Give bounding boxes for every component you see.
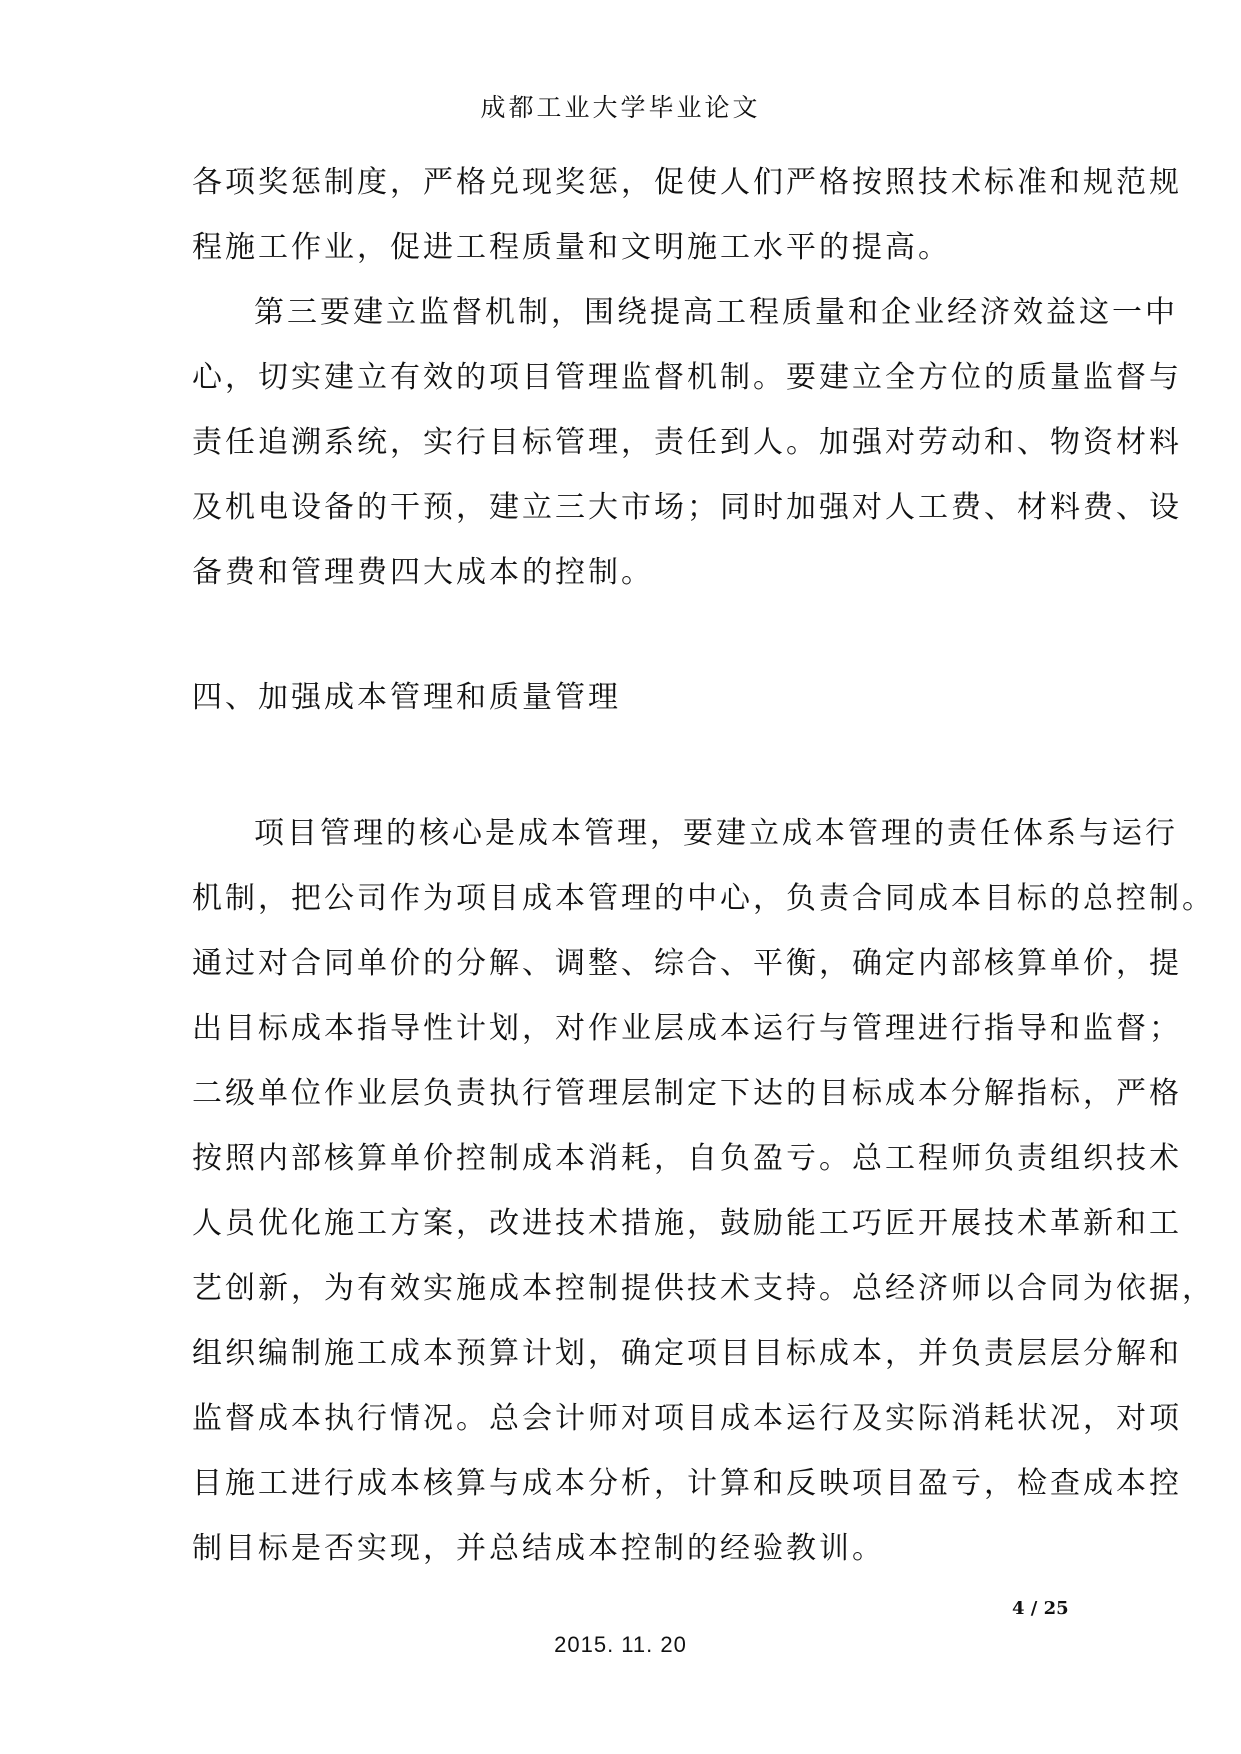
paragraph-line: 程施工作业，促进工程质量和文明施工水平的提高。 <box>192 230 951 265</box>
footer-date: 2015. 11. 20 <box>554 1632 687 1657</box>
paragraph-line: 制目标是否实现，并总结成本控制的经验教训。 <box>192 1531 885 1566</box>
section-body-text <box>192 801 1215 1581</box>
paragraph-line: 监督成本执行情况。总会计师对项目成本运行及实际消耗状况，对项 <box>192 1401 1182 1436</box>
paragraph-line: 目施工进行成本核算与成本分析，计算和反映项目盈亏，检查成本控 <box>192 1466 1182 1501</box>
paragraph-line: 第三要建立监督机制，围绕提高工程质量和企业经济效益这一中 <box>254 295 1178 330</box>
paragraph-line: 按照内部核算单价控制成本消耗，自负盈亏。总工程师负责组织技术 <box>192 1141 1182 1176</box>
body-text-block <box>192 150 1182 605</box>
paragraph-line: 机制，把公司作为项目成本管理的中心，负责合同成本目标的总控制。 <box>192 881 1215 916</box>
paragraph-line: 项目管理的核心是成本管理，要建立成本管理的责任体系与运行 <box>254 816 1178 851</box>
paragraph-line: 责任追溯系统，实行目标管理，责任到人。加强对劳动和、物资材料 <box>192 425 1182 460</box>
paragraph-line: 通过对合同单价的分解、调整、综合、平衡，确定内部核算单价，提 <box>192 946 1182 981</box>
section-heading: 四、加强成本管理和质量管理 <box>192 680 621 715</box>
paragraph-line: 人员优化施工方案，改进技术措施，鼓励能工巧匠开展技术革新和工 <box>192 1206 1182 1241</box>
page-header-title: 成都工业大学毕业论文 <box>480 93 761 122</box>
paragraph-line: 及机电设备的干预，建立三大市场；同时加强对人工费、材料费、设 <box>192 490 1182 525</box>
paragraph-line: 二级单位作业层负责执行管理层制定下达的目标成本分解指标，严格 <box>192 1076 1182 1111</box>
paragraph-line: 出目标成本指导性计划，对作业层成本运行与管理进行指导和监督； <box>192 1011 1182 1046</box>
paragraph-line: 组织编制施工成本预算计划，确定项目目标成本，并负责层层分解和 <box>192 1336 1182 1371</box>
page-number: 4 / 25 <box>1012 1598 1069 1619</box>
paragraph-line: 各项奖惩制度，严格兑现奖惩，促使人们严格按照技术标准和规范规 <box>192 165 1182 200</box>
paragraph-line: 心，切实建立有效的项目管理监督机制。要建立全方位的质量监督与 <box>192 360 1182 395</box>
paragraph-line: 备费和管理费四大成本的控制。 <box>192 555 654 590</box>
paragraph-line: 艺创新，为有效实施成本控制提供技术支持。总经济师以合同为依据， <box>192 1271 1215 1306</box>
